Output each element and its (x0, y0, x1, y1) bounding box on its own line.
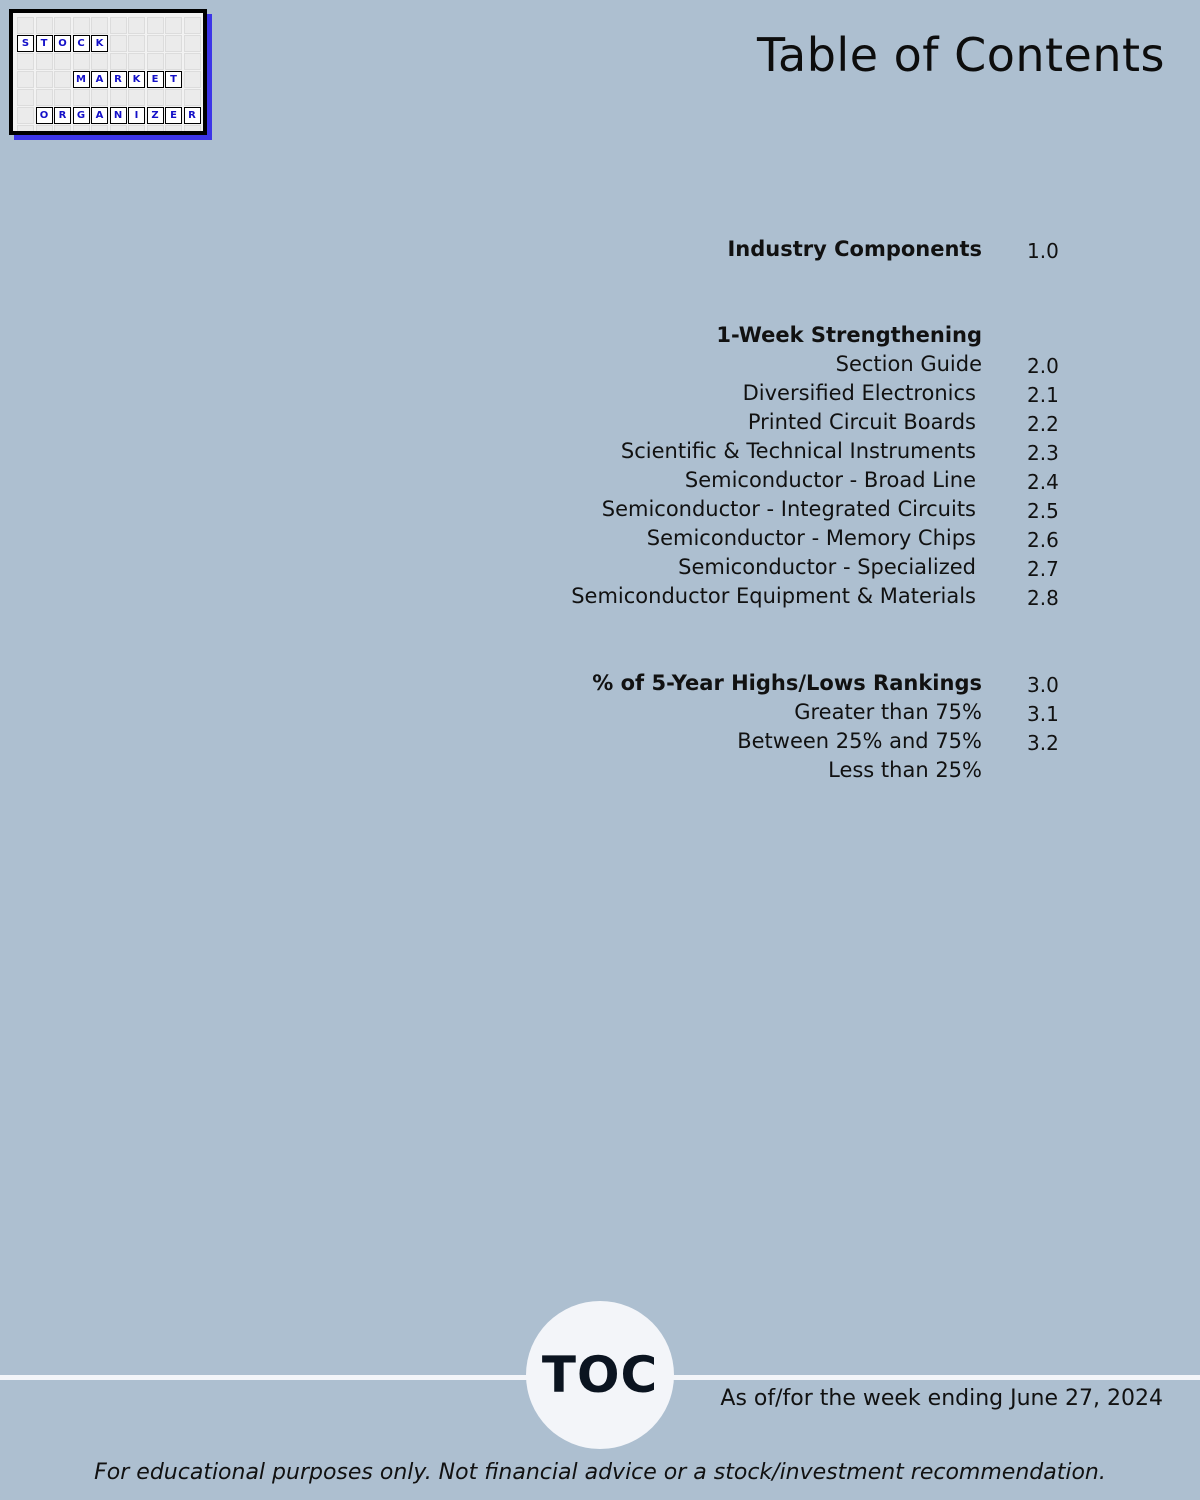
logo-letter-tile: E (147, 71, 164, 88)
toc-entry-number: 2.2 (1027, 412, 1059, 436)
logo-blank-tile (184, 35, 201, 52)
toc-entry-semiconductor-specialized[interactable] (0, 555, 1200, 584)
logo-blank-tile (36, 53, 53, 70)
toc-entry-number: 2.7 (1027, 557, 1059, 581)
toc-section-1-week-strengthening[interactable] (0, 323, 1200, 352)
toc-entry-semiconductor-broad-line[interactable] (0, 468, 1200, 497)
logo-blank-tile (17, 107, 34, 124)
logo-blank-tile (128, 17, 145, 34)
logo-blank-tile (54, 53, 71, 70)
toc-entry-number: 1.0 (1027, 239, 1059, 263)
logo-blank-tile (184, 71, 201, 88)
toc-entry-label: Less than 25% (828, 758, 982, 782)
logo-blank-tile (110, 17, 127, 34)
logo-letter-tile: E (165, 107, 182, 124)
toc-entry-label: Printed Circuit Boards (747, 410, 976, 434)
logo-blank-tile (147, 89, 164, 106)
logo-blank-tile (128, 125, 145, 135)
toc-entry-number: 2.4 (1027, 470, 1059, 494)
logo-blank-tile (17, 71, 34, 88)
logo-blank-tile (165, 89, 182, 106)
logo-blank-tile (91, 17, 108, 34)
toc-entry-label: Semiconductor - Broad Line (684, 468, 976, 492)
logo-blank-tile (110, 53, 127, 70)
toc-entry-label: Semiconductor - Memory Chips (646, 526, 976, 550)
logo-blank-tile (36, 89, 53, 106)
page-title: Table of Contents (757, 28, 1165, 82)
logo-blank-tile (184, 53, 201, 70)
logo-blank-tile (147, 35, 164, 52)
logo-blank-tile (54, 89, 71, 106)
logo-letter-tile: G (73, 107, 90, 124)
toc-entry-label: Semiconductor - Integrated Circuits (601, 497, 976, 521)
logo-letter-tile: O (36, 107, 53, 124)
logo-blank-tile (110, 35, 127, 52)
toc-entry-between-25-and-75[interactable] (0, 729, 1200, 758)
logo-blank-tile (17, 89, 34, 106)
logo-letter-tile: M (73, 71, 90, 88)
logo-letter-tile: T (165, 71, 182, 88)
toc-entry-number: 3.0 (1027, 673, 1059, 697)
logo-blank-tile (128, 89, 145, 106)
logo-blank-tile (17, 17, 34, 34)
logo-blank-tile (184, 89, 201, 106)
toc-entry-greater-than-75[interactable] (0, 700, 1200, 729)
logo-blank-tile (36, 17, 53, 34)
toc-badge (526, 1301, 674, 1449)
logo-blank-tile (165, 125, 182, 135)
logo-blank-tile (165, 35, 182, 52)
toc-entry-semiconductor-memory-chips[interactable] (0, 526, 1200, 555)
toc-entry-number: 3.1 (1027, 702, 1059, 726)
logo-blank-tile (54, 125, 71, 135)
toc-entry-label: Greater than 75% (794, 700, 982, 724)
as-of-date: As of/for the week ending June 27, 2024 (720, 1386, 1163, 1411)
toc-entry-section-guide[interactable] (0, 352, 1200, 381)
logo-letter-tile: O (54, 35, 71, 52)
toc-entry-printed-circuit-boards[interactable] (0, 410, 1200, 439)
logo-letter-tile: K (91, 35, 108, 52)
logo-letter-tile: N (110, 107, 127, 124)
logo-blank-tile (184, 125, 201, 135)
logo-letter-tile: C (73, 35, 90, 52)
toc-entry-label: Industry Components (727, 237, 982, 261)
logo-blank-tile (54, 71, 71, 88)
toc-entry-label: Section Guide (835, 352, 982, 376)
toc-entry-number: 2.1 (1027, 383, 1059, 407)
logo-letter-tile: R (110, 71, 127, 88)
logo-blank-tile (36, 125, 53, 135)
logo-letter-tile: R (54, 107, 71, 124)
toc-entry-number: 2.0 (1027, 354, 1059, 378)
logo-blank-tile (73, 89, 90, 106)
logo-letter-grid (17, 17, 201, 135)
logo-blank-tile (17, 53, 34, 70)
toc-entry-label: % of 5-Year Highs/Lows Rankings (592, 671, 982, 695)
toc-entry-label: Semiconductor Equipment & Materials (571, 584, 976, 608)
toc-entry-number: 2.3 (1027, 441, 1059, 465)
toc-entry-scientific-technical-instruments[interactable] (0, 439, 1200, 468)
logo-letter-tile: S (17, 35, 34, 52)
logo-blank-tile (184, 17, 201, 34)
stock-market-organizer-logo (9, 9, 207, 135)
toc-entry-label: Scientific & Technical Instruments (620, 439, 976, 463)
toc-entry-label: Between 25% and 75% (737, 729, 982, 753)
logo-blank-tile (17, 125, 34, 135)
logo-blank-tile (91, 53, 108, 70)
logo-blank-tile (110, 89, 127, 106)
logo-letter-tile: A (91, 107, 108, 124)
logo-blank-tile (73, 53, 90, 70)
toc-entry-label: Diversified Electronics (742, 381, 976, 405)
toc-entry-semiconductor-integrated-circuits[interactable] (0, 497, 1200, 526)
toc-section-5-year-highs-lows[interactable] (0, 671, 1200, 700)
logo-blank-tile (73, 17, 90, 34)
logo-blank-tile (73, 125, 90, 135)
logo-blank-tile (54, 17, 71, 34)
logo-blank-tile (128, 35, 145, 52)
logo-blank-tile (91, 125, 108, 135)
toc-entry-label: 1-Week Strengthening (716, 323, 982, 347)
logo-letter-tile: T (36, 35, 53, 52)
toc-entry-number: 2.8 (1027, 586, 1059, 610)
logo-blank-tile (165, 53, 182, 70)
toc-entry-less-than-25[interactable] (0, 758, 1200, 787)
logo-blank-tile (128, 53, 145, 70)
logo-blank-tile (147, 53, 164, 70)
logo-letter-tile: Z (147, 107, 164, 124)
disclaimer: For educational purposes only. Not financial advice or a stock/investment recommendation. (94, 1460, 1106, 1485)
logo-blank-tile (110, 125, 127, 135)
toc-entry-number: 2.5 (1027, 499, 1059, 523)
toc-entry-diversified-electronics[interactable] (0, 381, 1200, 410)
logo-letter-tile: R (184, 107, 201, 124)
logo-letter-tile: A (91, 71, 108, 88)
toc-entry-number: 2.6 (1027, 528, 1059, 552)
logo-blank-tile (147, 17, 164, 34)
logo-blank-tile (147, 125, 164, 135)
logo-letter-tile: I (128, 107, 145, 124)
logo-blank-tile (165, 17, 182, 34)
toc-entry-semiconductor-equipment-materials[interactable] (0, 584, 1200, 613)
toc-entry-industry-components[interactable] (0, 237, 1200, 266)
logo-blank-tile (36, 71, 53, 88)
logo-letter-tile: K (128, 71, 145, 88)
toc-entry-label: Semiconductor - Specialized (678, 555, 976, 579)
toc-badge-label: TOC (541, 1346, 659, 1404)
toc-entry-number: 3.2 (1027, 731, 1059, 755)
logo-blank-tile (91, 89, 108, 106)
